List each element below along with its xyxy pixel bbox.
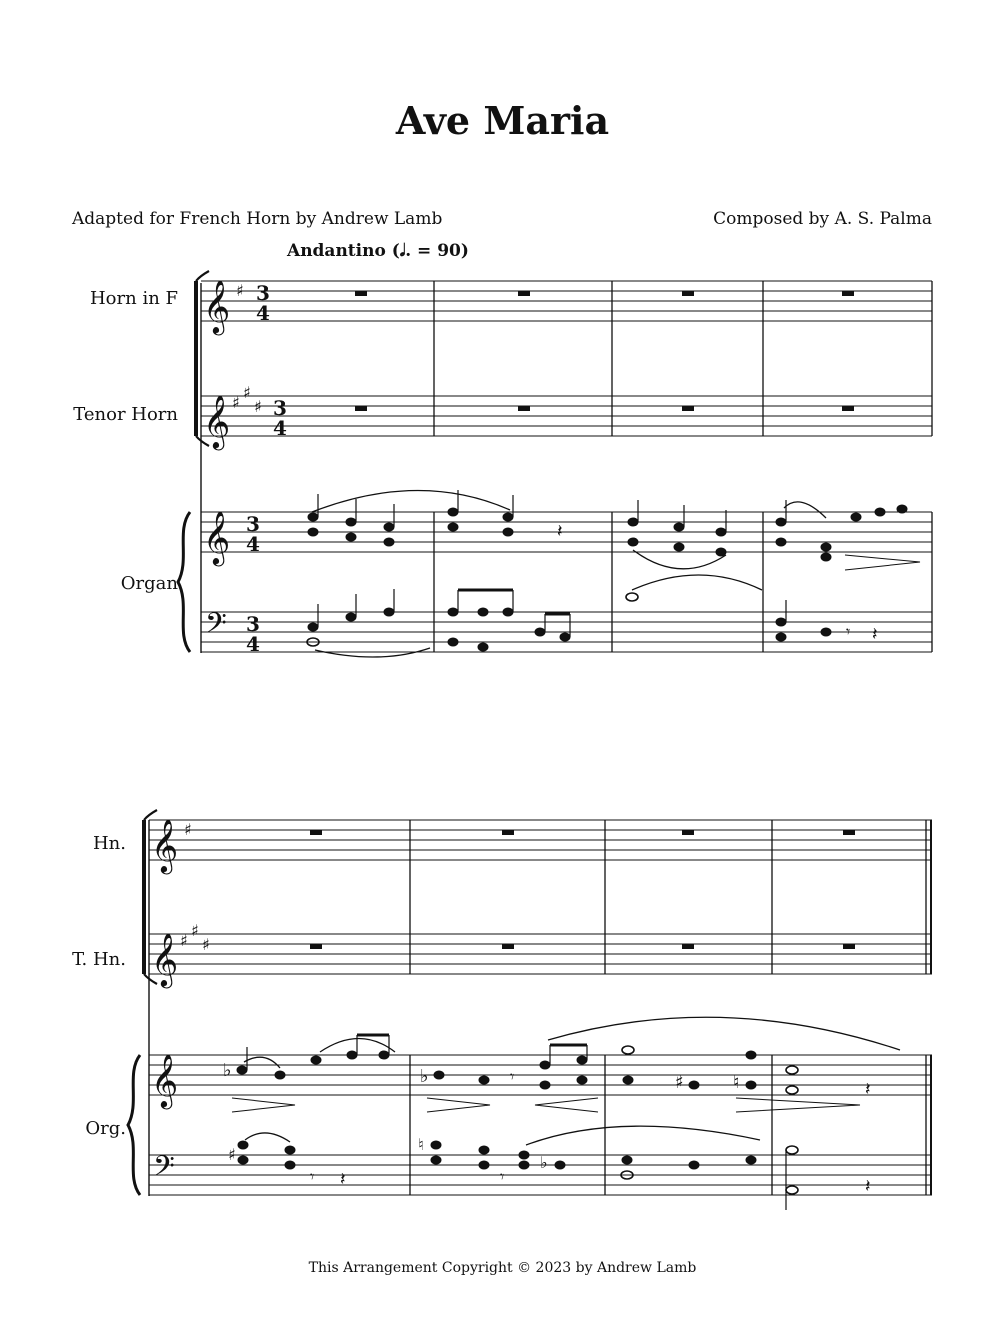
svg-text:𝄽: 𝄽 [872,624,878,645]
whole-rest [518,406,530,411]
tempo-word: Andantino [287,241,386,261]
time-sig-denominator: 4 [246,532,260,556]
time-sig-numerator: 3 [246,612,260,636]
system-2-signatures [151,818,210,1190]
whole-rest [518,291,530,296]
svg-text:♭: ♭ [223,1060,232,1081]
sharp-icon: ♯ [254,397,262,416]
svg-text:♯: ♯ [228,1145,236,1164]
instrument-label-horn-short: Hn. [92,833,126,854]
svg-text:𝄽: 𝄽 [340,1169,346,1190]
sharp-icon: ♯ [243,383,251,402]
sharp-icon: ♯ [184,820,192,839]
sharp-icon: ♯ [180,931,188,950]
sharp-icon: ♯ [236,281,244,300]
sharp-icon: ♯ [232,393,240,412]
whole-rest [502,830,514,835]
svg-text:𝄽: 𝄽 [557,521,563,542]
treble-clef-icon: 𝄞 [203,394,231,448]
whole-rest [682,830,694,835]
svg-text:♭: ♭ [420,1066,429,1087]
treble-clef-icon: 𝄞 [151,818,179,872]
instrument-label-tenor-horn-short: T. Hn. [72,949,126,970]
sharp-icon: ♯ [191,921,199,940]
svg-text:𝄾: 𝄾 [310,1167,315,1186]
organ-brace [128,1055,140,1195]
instrument-label-organ-short: Org. [85,1118,126,1139]
bass-clef-icon: 𝄢 [153,1150,175,1190]
composer-credit: Composed by A. S. Palma [713,209,932,229]
time-sig-numerator: 3 [256,281,270,305]
time-sig-denominator: 4 [246,632,260,656]
whole-rest [843,830,855,835]
score-title: Ave Maria [395,98,610,143]
system-1-rests [355,291,854,411]
whole-rest [842,406,854,411]
barlines [434,281,932,652]
time-sig-denominator: 4 [256,301,270,325]
instrument-label-horn: Horn in F [89,288,178,309]
svg-text:♮: ♮ [418,1135,424,1154]
staff-horn [201,281,932,321]
svg-text:♯: ♯ [675,1072,684,1093]
staff-horn-2 [149,820,932,860]
svg-text:♮: ♮ [733,1072,740,1093]
system-1-signatures [203,279,287,656]
copyright-footer: This Arrangement Copyright © 2023 by Andrew Lamb [308,1260,697,1276]
system-2-rests [310,830,855,949]
whole-rest [355,291,367,296]
treble-clef-icon: 𝄞 [203,279,231,333]
staff-organ-treble-2 [149,1055,932,1095]
bass-clef-icon: 𝄢 [205,607,227,647]
arranger-credit: Adapted for French Horn by Andrew Lamb [72,209,443,229]
whole-rest [682,406,694,411]
staff-tenor-horn-2 [149,934,932,974]
svg-text:𝄾: 𝄾 [500,1167,505,1186]
whole-rest [682,291,694,296]
instrument-label-tenor-horn: Tenor Horn [73,404,178,425]
whole-rest [682,944,694,949]
whole-rest [310,944,322,949]
svg-text:𝄾: 𝄾 [510,1067,515,1086]
instrument-label-organ: Organ [120,573,178,594]
tempo-marking: Andantino (𝅗𝅥. = 90) [287,241,469,261]
tempo-bpm: = 90 [417,241,461,261]
whole-rest [502,944,514,949]
time-sig-numerator: 3 [273,396,287,420]
staff-tenor-horn [201,396,932,436]
time-sig-numerator: 3 [246,512,260,536]
treble-clef-icon: 𝄞 [151,1053,179,1107]
system-2-organ-notes [223,1017,900,1210]
whole-rest [843,944,855,949]
whole-rest [310,830,322,835]
system-1 [178,271,932,653]
svg-text:♭: ♭ [540,1153,548,1172]
svg-text:𝄾: 𝄾 [846,622,851,641]
barlines [410,820,931,1195]
svg-text:𝄽: 𝄽 [865,1176,871,1197]
whole-rest [842,291,854,296]
svg-text:𝄽: 𝄽 [865,1079,871,1100]
whole-rest [355,406,367,411]
organ-brace [178,512,190,652]
treble-clef-icon: 𝄞 [151,932,179,986]
time-sig-denominator: 4 [273,416,287,440]
treble-clef-icon: 𝄞 [203,510,231,564]
sharp-icon: ♯ [202,935,210,954]
tempo-note-icon: 𝅗𝅥. [399,241,412,261]
